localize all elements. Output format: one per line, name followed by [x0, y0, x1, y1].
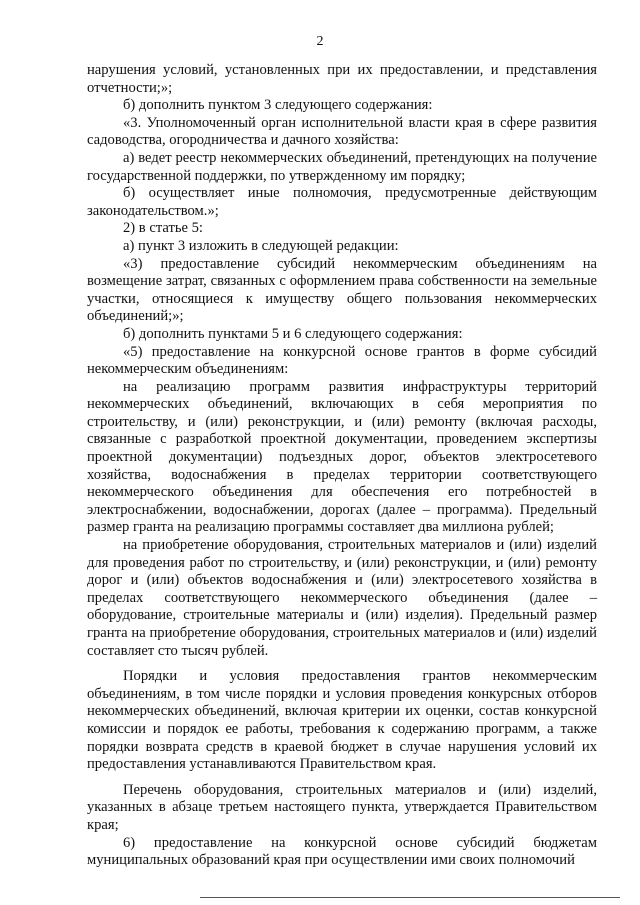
paragraph-p11: на реализацию программ развития инфраструктуры территорий некоммерческих объединений, включающих в себя мероприятия по строительству, и (или) реконструкции, и (или) ремонту (включая расходы, связанные с разработкой проектной документации, проведением экспертизы проектной документации) подъездных дорог, объектов электросетевого хозяйства, водоснабжения в пределах территории соответствующего некоммерческого объединения для обеспечения его потребностей в электроснабжении, водоснабжении, дорогах (далее – программа). Предельный размер гранта на реализацию программы составляет два миллиона рублей;	[87, 378, 597, 536]
paragraph-p7: а) пункт 3 изложить в следующей редакции:	[123, 237, 399, 254]
paragraph-p12: на приобретение оборудования, строительных материалов и (или) изделий для проведения работ по строительству, и (или) реконструкции, и (или) ремонту дорог и (или) объектов водоснабжения и (или) электросетевого хозяйства в пределах соответствующего некоммерческого объединения (далее – оборудование, строительные материалы и (или) изделия). Предельный размер гранта на приобретение оборудования, строительных материалов и (или) изделий составляет сто тысяч рублей.	[87, 537, 597, 659]
paragraph-p1: нарушения условий, установленных при их предоставлении, и представления отчетности;»;	[87, 62, 597, 96]
paragraph-p2: б) дополнить пунктом 3 следующего содержания:	[123, 97, 433, 114]
paragraph-p3: «3. Уполномоченный орган исполнительной власти края в сфере развития садоводства, огородничества и дачного хозяйства:	[87, 114, 597, 149]
bottom-rule-line	[200, 897, 620, 898]
paragraph-p6: 2) в статье 5:	[123, 220, 203, 237]
page-number: 2	[316, 34, 324, 49]
paragraph-p8: «3) предоставление субсидий некоммерческим объединениям на возмещение затрат, связанных с оформлением права собственности на земельные участки, относящиеся к имуществу общего пользования некоммерческих объединений;»;	[87, 255, 597, 325]
paragraph-p14: Перечень оборудования, строительных материалов и (или) изделий, указанных в абзаце третьем настоящего пункта, утверждается Правительством края;	[87, 781, 597, 833]
paragraph-p13: Порядки и условия предоставления грантов некоммерческим объединениям, в том числе порядки и условия проведения конкурсных отборов некоммерческих объединений, включая критерии их оценки, состав конкурсной комиссии и порядок ее работы, требования к содержанию программ, а также порядки возврата средств в краевой бюджет в случае нарушения условий их предоставления устанавливаются Правительством края.	[87, 668, 597, 773]
paragraph-p10: «5) предоставление на конкурсной основе грантов в форме субсидий некоммерческим объединениям:	[87, 343, 597, 378]
document-body	[87, 62, 597, 870]
paragraph-p15: 6) предоставление на конкурсной основе субсидий бюджетам муниципальных образований края при осуществлении ими своих полномочий	[87, 834, 597, 869]
paragraph-p5: б) осуществляет иные полномочия, предусмотренные действующим законодательством.»;	[87, 185, 597, 219]
paragraph-p4: а) ведет реестр некоммерческих объединений, претендующих на получение государственной поддержки, по утвержденному им порядку;	[87, 149, 597, 184]
paragraph-p9: б) дополнить пунктами 5 и 6 следующего содержания:	[123, 325, 463, 342]
